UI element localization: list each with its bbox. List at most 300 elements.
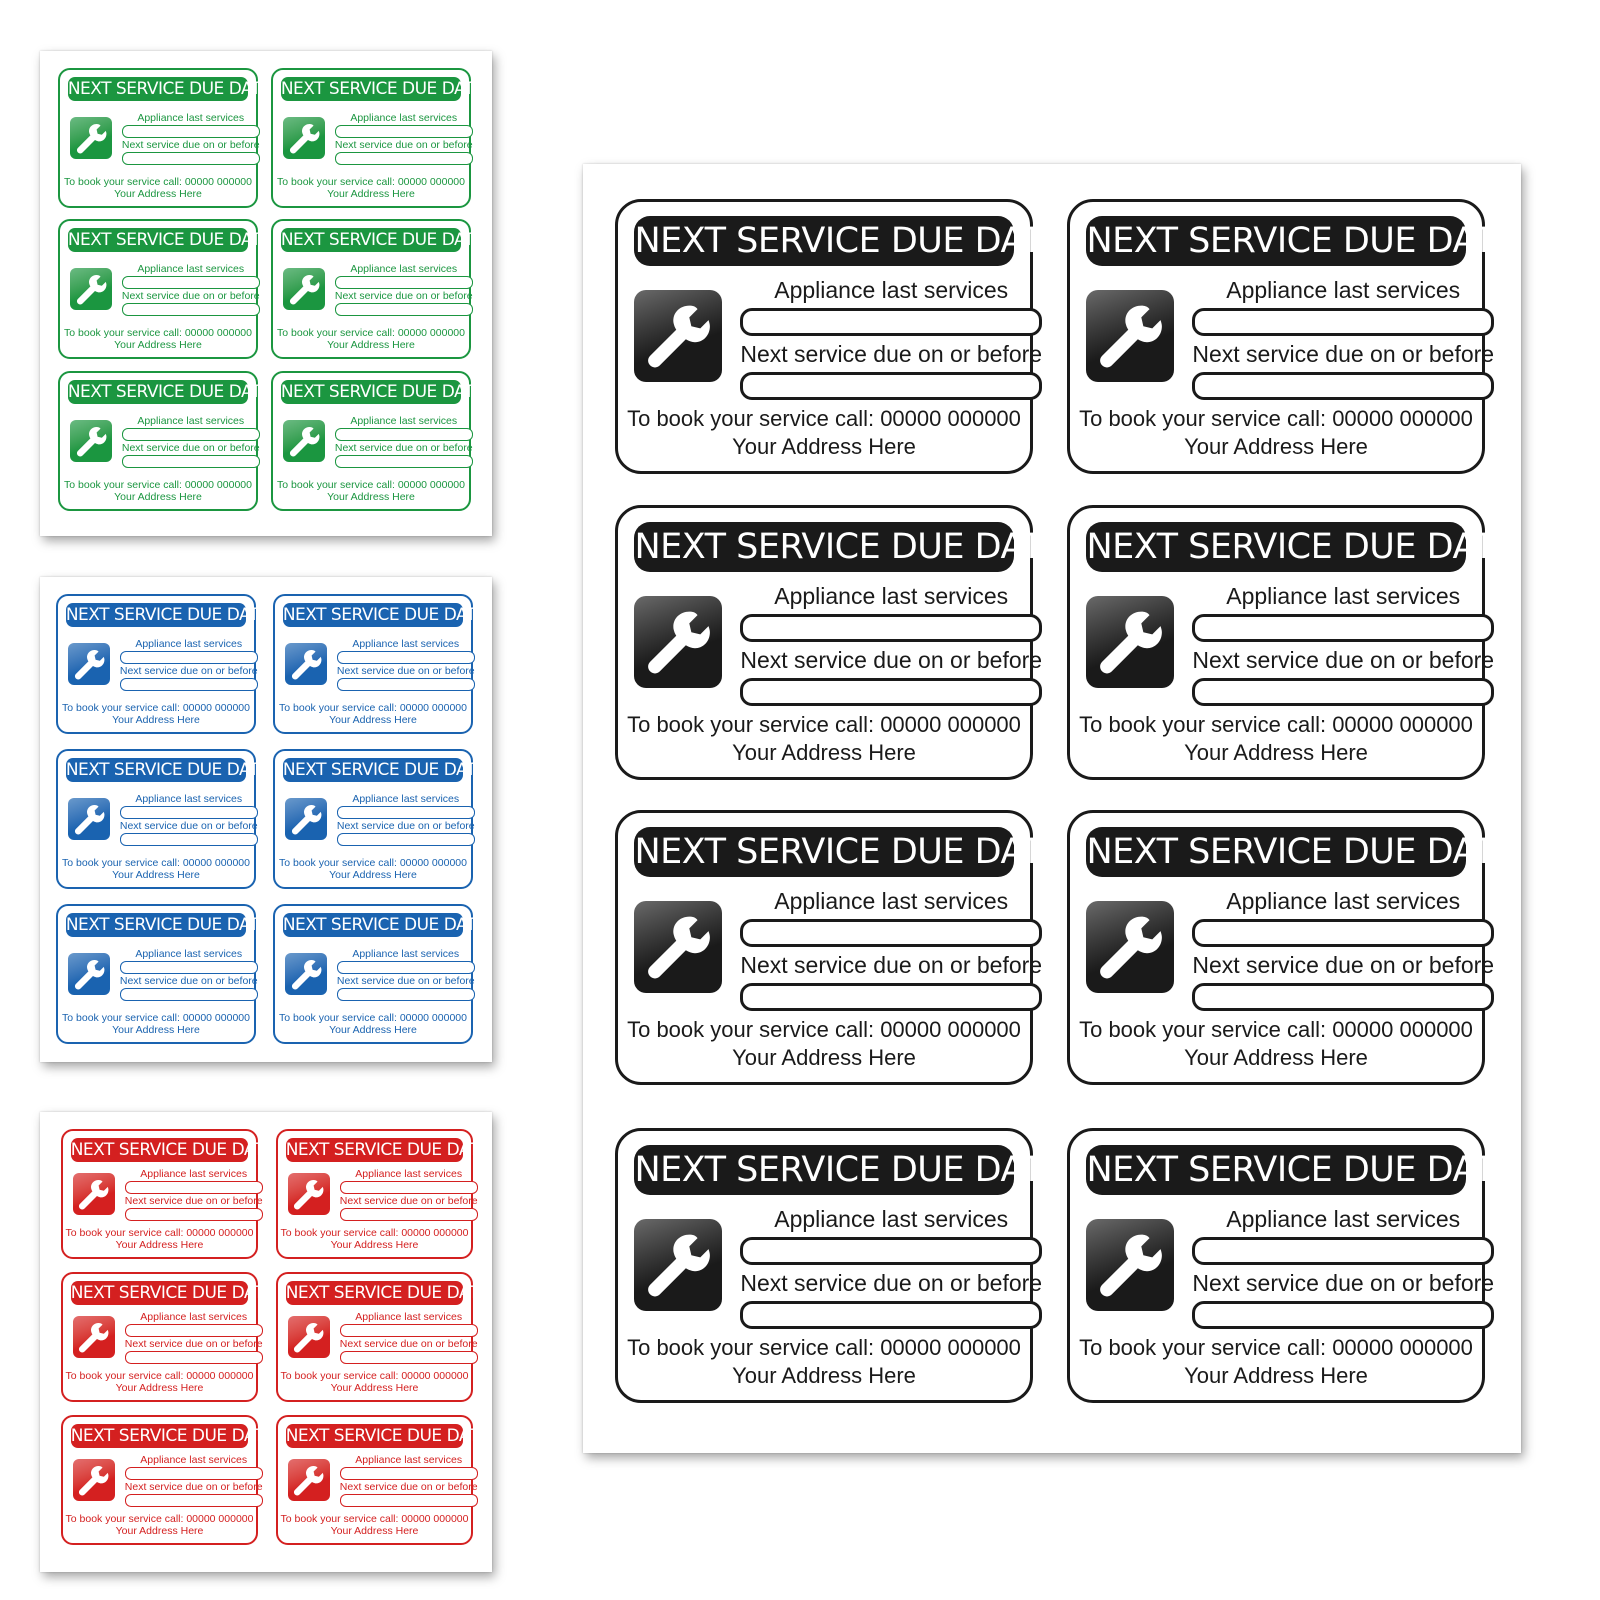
appliance-last-serviced-field (335, 276, 473, 289)
address-line: Your Address Here (327, 491, 415, 504)
phone-line: To book your service call: 00000 000000 (277, 175, 465, 188)
service-label (271, 68, 484, 208)
next-service-due-field (122, 303, 260, 316)
appliance-last-serviced-label: Appliance last services (352, 948, 460, 961)
service-label (61, 1129, 274, 1259)
appliance-last-serviced-field (1192, 1237, 1494, 1265)
appliance-last-serviced-field (120, 651, 258, 664)
service-label (615, 199, 1064, 474)
label-fields (125, 1453, 263, 1507)
label-body (69, 1448, 263, 1513)
next-service-due-label: Next service due on or before (740, 646, 1043, 673)
appliance-last-serviced-label: Appliance last services (774, 1205, 1009, 1232)
label-footer (66, 1370, 254, 1395)
service-label (615, 1128, 1064, 1403)
appliance-last-serviced-label: Appliance last services (350, 263, 458, 276)
address-line: Your Address Here (115, 1382, 204, 1395)
appliance-last-serviced-field (120, 806, 258, 819)
label-body (279, 404, 473, 479)
wrench-icon (288, 1173, 330, 1215)
label-title: NEXT SERVICE DUE DATE (70, 1282, 274, 1303)
next-service-due-label: Next service due on or before (1192, 951, 1495, 978)
next-service-due-field (337, 678, 475, 691)
label-fields (740, 883, 1042, 1011)
appliance-last-serviced-field (740, 308, 1042, 336)
wrench-icon (288, 1316, 330, 1358)
label-title: NEXT SERVICE DUE DATE (1086, 522, 1465, 572)
label-body (630, 572, 1043, 711)
appliance-last-serviced-field (335, 428, 473, 441)
label-fields (122, 414, 260, 468)
label-title: NEXT SERVICE DUE DATE (1086, 1145, 1465, 1195)
label-title: NEXT SERVICE DUE DATE (634, 827, 1013, 877)
label-footer (1079, 1016, 1473, 1072)
service-label (271, 219, 484, 359)
next-service-due-label: Next service due on or before (124, 1195, 263, 1208)
next-service-due-field (120, 988, 258, 1001)
label-sheet-blue (40, 577, 492, 1062)
appliance-last-serviced-field (125, 1324, 263, 1337)
service-label (276, 1272, 489, 1402)
appliance-last-serviced-label: Appliance last services (350, 112, 458, 125)
phone-line: To book your service call: 00000 000000 (627, 1335, 1021, 1360)
appliance-last-serviced-field (335, 125, 473, 138)
appliance-last-serviced-field (340, 1324, 478, 1337)
phone-line: To book your service call: 00000 000000 (280, 1226, 469, 1239)
label-body (69, 1305, 263, 1370)
next-service-due-label: Next service due on or before (334, 442, 473, 455)
service-label (56, 594, 269, 734)
label-body (66, 404, 260, 479)
next-service-due-label: Next service due on or before (336, 665, 475, 678)
label-footer (627, 1334, 1021, 1390)
wrench-icon (1086, 1219, 1174, 1311)
wrench-icon (73, 1459, 115, 1501)
service-label (58, 68, 271, 208)
phone-line: To book your service call: 00000 000000 (279, 856, 467, 869)
address-line: Your Address Here (1184, 740, 1368, 765)
phone-line: To book your service call: 00000 000000 (280, 1512, 469, 1525)
label-footer (277, 327, 465, 352)
label-body (281, 627, 475, 702)
appliance-last-serviced-label: Appliance last services (137, 112, 245, 125)
label-title: NEXT SERVICE DUE DATE (1086, 216, 1465, 266)
appliance-last-serviced-field (1192, 919, 1494, 947)
appliance-last-serviced-label: Appliance last services (137, 263, 245, 276)
next-service-due-field (740, 1301, 1042, 1329)
service-label (1067, 1128, 1516, 1403)
address-line: Your Address Here (327, 339, 415, 352)
wrench-icon (70, 117, 112, 159)
phone-line: To book your service call: 00000 000000 (277, 478, 465, 491)
phone-line: To book your service call: 00000 000000 (65, 1369, 254, 1382)
next-service-due-field (1192, 678, 1494, 706)
next-service-due-field (740, 372, 1042, 400)
address-line: Your Address Here (330, 1239, 419, 1252)
next-service-due-field (337, 833, 475, 846)
label-footer (62, 702, 250, 727)
next-service-due-label: Next service due on or before (336, 820, 475, 833)
appliance-last-serviced-field (122, 276, 260, 289)
label-footer (64, 479, 252, 504)
label-title: NEXT SERVICE DUE DATE (70, 1425, 274, 1446)
appliance-last-serviced-field (740, 1237, 1042, 1265)
wrench-icon (73, 1173, 115, 1215)
appliance-last-serviced-label: Appliance last services (140, 1454, 248, 1467)
label-title: NEXT SERVICE DUE DATE (285, 1139, 489, 1160)
phone-line: To book your service call: 00000 000000 (627, 712, 1021, 737)
appliance-last-serviced-field (337, 961, 475, 974)
address-line: Your Address Here (732, 1363, 916, 1388)
address-line: Your Address Here (330, 1525, 419, 1538)
label-title: NEXT SERVICE DUE DATE (65, 604, 269, 625)
next-service-due-label: Next service due on or before (124, 1481, 263, 1494)
appliance-last-serviced-field (125, 1181, 263, 1194)
label-fields (120, 637, 258, 691)
next-service-due-label: Next service due on or before (740, 340, 1043, 367)
appliance-last-serviced-label: Appliance last services (774, 887, 1009, 914)
label-body (1082, 877, 1495, 1016)
label-body (630, 877, 1043, 1016)
appliance-last-serviced-field (125, 1467, 263, 1480)
next-service-due-field (740, 983, 1042, 1011)
appliance-last-serviced-field (740, 919, 1042, 947)
wrench-icon (283, 420, 325, 462)
label-title: NEXT SERVICE DUE DATE (280, 381, 484, 402)
next-service-due-label: Next service due on or before (124, 1338, 263, 1351)
next-service-due-label: Next service due on or before (119, 665, 258, 678)
label-fields (125, 1310, 263, 1364)
label-fields (335, 414, 473, 468)
appliance-last-serviced-label: Appliance last services (350, 415, 458, 428)
appliance-last-serviced-label: Appliance last services (137, 415, 245, 428)
label-fields (1192, 1201, 1494, 1329)
wrench-icon (73, 1316, 115, 1358)
label-footer (62, 857, 250, 882)
service-label (615, 505, 1064, 780)
label-fields (1192, 272, 1494, 400)
label-body (284, 1448, 478, 1513)
label-fields (125, 1167, 263, 1221)
service-label (61, 1415, 274, 1545)
next-service-due-label: Next service due on or before (740, 1269, 1043, 1296)
appliance-last-serviced-label: Appliance last services (355, 1168, 463, 1181)
next-service-due-field (122, 455, 260, 468)
label-fields (120, 792, 258, 846)
next-service-due-label: Next service due on or before (121, 290, 260, 303)
address-line: Your Address Here (115, 1239, 204, 1252)
label-sheet-green (40, 51, 492, 536)
phone-line: To book your service call: 00000 000000 (1079, 712, 1473, 737)
label-fields (1192, 883, 1494, 1011)
address-line: Your Address Here (329, 714, 417, 727)
wrench-icon (70, 268, 112, 310)
service-label (273, 594, 486, 734)
service-label (56, 904, 269, 1044)
address-line: Your Address Here (114, 339, 202, 352)
service-label (56, 749, 269, 889)
phone-line: To book your service call: 00000 000000 (65, 1512, 254, 1525)
label-sheet-red (40, 1112, 492, 1572)
appliance-last-serviced-field (122, 125, 260, 138)
wrench-icon (70, 420, 112, 462)
appliance-last-serviced-field (122, 428, 260, 441)
next-service-due-field (125, 1208, 263, 1221)
label-fields (122, 262, 260, 316)
phone-line: To book your service call: 00000 000000 (280, 1369, 469, 1382)
service-label (615, 810, 1064, 1085)
label-fields (340, 1310, 478, 1364)
next-service-due-label: Next service due on or before (339, 1338, 478, 1351)
next-service-due-field (1192, 983, 1494, 1011)
appliance-last-serviced-field (337, 806, 475, 819)
label-footer (64, 327, 252, 352)
appliance-last-serviced-label: Appliance last services (355, 1454, 463, 1467)
label-body (64, 937, 258, 1012)
label-body (284, 1162, 478, 1227)
label-body (64, 782, 258, 857)
label-sheet-black (583, 164, 1521, 1453)
address-line: Your Address Here (329, 1024, 417, 1037)
label-footer (279, 857, 467, 882)
next-service-due-field (125, 1494, 263, 1507)
next-service-due-field (340, 1351, 478, 1364)
label-footer (277, 479, 465, 504)
next-service-due-label: Next service due on or before (334, 139, 473, 152)
label-fields (340, 1453, 478, 1507)
wrench-icon (634, 901, 722, 993)
service-label (1067, 199, 1516, 474)
label-title: NEXT SERVICE DUE DATE (65, 914, 269, 935)
label-body (69, 1162, 263, 1227)
label-title: NEXT SERVICE DUE DATE (280, 78, 484, 99)
label-footer (62, 1012, 250, 1037)
wrench-icon (1086, 901, 1174, 993)
label-footer (1079, 1334, 1473, 1390)
label-fields (335, 262, 473, 316)
appliance-last-serviced-label: Appliance last services (1226, 1205, 1461, 1232)
next-service-due-field (340, 1494, 478, 1507)
appliance-last-serviced-label: Appliance last services (1226, 582, 1461, 609)
appliance-last-serviced-label: Appliance last services (352, 638, 460, 651)
label-fields (122, 111, 260, 165)
label-title: NEXT SERVICE DUE DATE (280, 229, 484, 250)
phone-line: To book your service call: 00000 000000 (64, 478, 252, 491)
label-body (279, 252, 473, 327)
next-service-due-field (125, 1351, 263, 1364)
phone-line: To book your service call: 00000 000000 (62, 1011, 250, 1024)
label-body (1082, 266, 1495, 405)
label-footer (279, 702, 467, 727)
next-service-due-label: Next service due on or before (119, 820, 258, 833)
next-service-due-field (740, 678, 1042, 706)
label-fields (740, 578, 1042, 706)
next-service-due-label: Next service due on or before (1192, 1269, 1495, 1296)
appliance-last-serviced-label: Appliance last services (1226, 887, 1461, 914)
wrench-icon (68, 953, 110, 995)
label-footer (627, 405, 1021, 461)
label-fields (337, 947, 475, 1001)
phone-line: To book your service call: 00000 000000 (62, 701, 250, 714)
label-title: NEXT SERVICE DUE DATE (67, 381, 271, 402)
address-line: Your Address Here (114, 491, 202, 504)
address-line: Your Address Here (115, 1525, 204, 1538)
service-label (61, 1272, 274, 1402)
next-service-due-label: Next service due on or before (1192, 340, 1495, 367)
label-title: NEXT SERVICE DUE DATE (282, 914, 486, 935)
phone-line: To book your service call: 00000 000000 (277, 326, 465, 339)
next-service-due-label: Next service due on or before (339, 1195, 478, 1208)
next-service-due-label: Next service due on or before (119, 975, 258, 988)
phone-line: To book your service call: 00000 000000 (65, 1226, 254, 1239)
service-label (276, 1415, 489, 1545)
label-footer (281, 1513, 469, 1538)
next-service-due-label: Next service due on or before (121, 139, 260, 152)
label-footer (281, 1370, 469, 1395)
phone-line: To book your service call: 00000 000000 (1079, 1335, 1473, 1360)
next-service-due-field (337, 988, 475, 1001)
label-fields (120, 947, 258, 1001)
next-service-due-label: Next service due on or before (1192, 646, 1495, 673)
appliance-last-serviced-label: Appliance last services (1226, 276, 1461, 303)
phone-line: To book your service call: 00000 000000 (279, 701, 467, 714)
appliance-last-serviced-field (340, 1467, 478, 1480)
label-title: NEXT SERVICE DUE DATE (282, 604, 486, 625)
wrench-icon (285, 953, 327, 995)
label-title: NEXT SERVICE DUE DATE (65, 759, 269, 780)
appliance-last-serviced-label: Appliance last services (135, 638, 243, 651)
label-footer (66, 1227, 254, 1252)
address-line: Your Address Here (329, 869, 417, 882)
appliance-last-serviced-label: Appliance last services (355, 1311, 463, 1324)
wrench-icon (634, 290, 722, 382)
label-fields (1192, 578, 1494, 706)
phone-line: To book your service call: 00000 000000 (627, 406, 1021, 431)
address-line: Your Address Here (1184, 1363, 1368, 1388)
label-footer (279, 1012, 467, 1037)
address-line: Your Address Here (112, 1024, 200, 1037)
phone-line: To book your service call: 00000 000000 (627, 1017, 1021, 1042)
phone-line: To book your service call: 00000 000000 (64, 326, 252, 339)
label-title: NEXT SERVICE DUE DATE (282, 759, 486, 780)
label-title: NEXT SERVICE DUE DATE (634, 522, 1013, 572)
appliance-last-serviced-field (340, 1181, 478, 1194)
label-title: NEXT SERVICE DUE DATE (634, 216, 1013, 266)
label-body (66, 101, 260, 176)
appliance-last-serviced-label: Appliance last services (140, 1311, 248, 1324)
address-line: Your Address Here (112, 714, 200, 727)
label-title: NEXT SERVICE DUE DATE (285, 1282, 489, 1303)
label-body (1082, 572, 1495, 711)
label-footer (64, 176, 252, 201)
appliance-last-serviced-label: Appliance last services (774, 276, 1009, 303)
address-line: Your Address Here (732, 740, 916, 765)
label-body (1082, 1195, 1495, 1334)
label-footer (1079, 711, 1473, 767)
service-label (58, 371, 271, 511)
next-service-due-label: Next service due on or before (121, 442, 260, 455)
service-label (271, 371, 484, 511)
label-title: NEXT SERVICE DUE DATE (70, 1139, 274, 1160)
phone-line: To book your service call: 00000 000000 (279, 1011, 467, 1024)
next-service-due-field (335, 455, 473, 468)
wrench-icon (634, 1219, 722, 1311)
service-label (58, 219, 271, 359)
wrench-icon (285, 643, 327, 685)
next-service-due-field (1192, 372, 1494, 400)
appliance-last-serviced-field (120, 961, 258, 974)
service-label (1067, 505, 1516, 780)
wrench-icon (1086, 290, 1174, 382)
next-service-due-label: Next service due on or before (339, 1481, 478, 1494)
next-service-due-field (335, 152, 473, 165)
label-title: NEXT SERVICE DUE DATE (67, 229, 271, 250)
address-line: Your Address Here (1184, 1045, 1368, 1070)
next-service-due-field (120, 678, 258, 691)
address-line: Your Address Here (1184, 434, 1368, 459)
appliance-last-serviced-label: Appliance last services (352, 793, 460, 806)
label-footer (281, 1227, 469, 1252)
label-footer (66, 1513, 254, 1538)
label-title: NEXT SERVICE DUE DATE (67, 78, 271, 99)
address-line: Your Address Here (330, 1382, 419, 1395)
wrench-icon (1086, 596, 1174, 688)
label-fields (337, 792, 475, 846)
wrench-icon (288, 1459, 330, 1501)
label-body (64, 627, 258, 702)
label-body (630, 266, 1043, 405)
next-service-due-field (122, 152, 260, 165)
label-fields (740, 1201, 1042, 1329)
label-fields (740, 272, 1042, 400)
wrench-icon (285, 798, 327, 840)
next-service-due-field (120, 833, 258, 846)
wrench-icon (634, 596, 722, 688)
wrench-icon (283, 268, 325, 310)
appliance-last-serviced-label: Appliance last services (135, 948, 243, 961)
label-fields (337, 637, 475, 691)
appliance-last-serviced-field (740, 614, 1042, 642)
address-line: Your Address Here (732, 1045, 916, 1070)
appliance-last-serviced-field (1192, 614, 1494, 642)
phone-line: To book your service call: 00000 000000 (1079, 1017, 1473, 1042)
wrench-icon (283, 117, 325, 159)
phone-line: To book your service call: 00000 000000 (62, 856, 250, 869)
next-service-due-field (340, 1208, 478, 1221)
next-service-due-field (335, 303, 473, 316)
next-service-due-label: Next service due on or before (740, 951, 1043, 978)
appliance-last-serviced-field (1192, 308, 1494, 336)
next-service-due-label: Next service due on or before (334, 290, 473, 303)
label-body (66, 252, 260, 327)
label-footer (277, 176, 465, 201)
label-footer (627, 1016, 1021, 1072)
address-line: Your Address Here (114, 188, 202, 201)
service-label (273, 904, 486, 1044)
address-line: Your Address Here (732, 434, 916, 459)
address-line: Your Address Here (112, 869, 200, 882)
address-line: Your Address Here (327, 188, 415, 201)
appliance-last-serviced-label: Appliance last services (774, 582, 1009, 609)
next-service-due-field (1192, 1301, 1494, 1329)
label-body (284, 1305, 478, 1370)
service-label (276, 1129, 489, 1259)
label-body (279, 101, 473, 176)
service-label (1067, 810, 1516, 1085)
appliance-last-serviced-label: Appliance last services (135, 793, 243, 806)
label-footer (627, 711, 1021, 767)
phone-line: To book your service call: 00000 000000 (64, 175, 252, 188)
